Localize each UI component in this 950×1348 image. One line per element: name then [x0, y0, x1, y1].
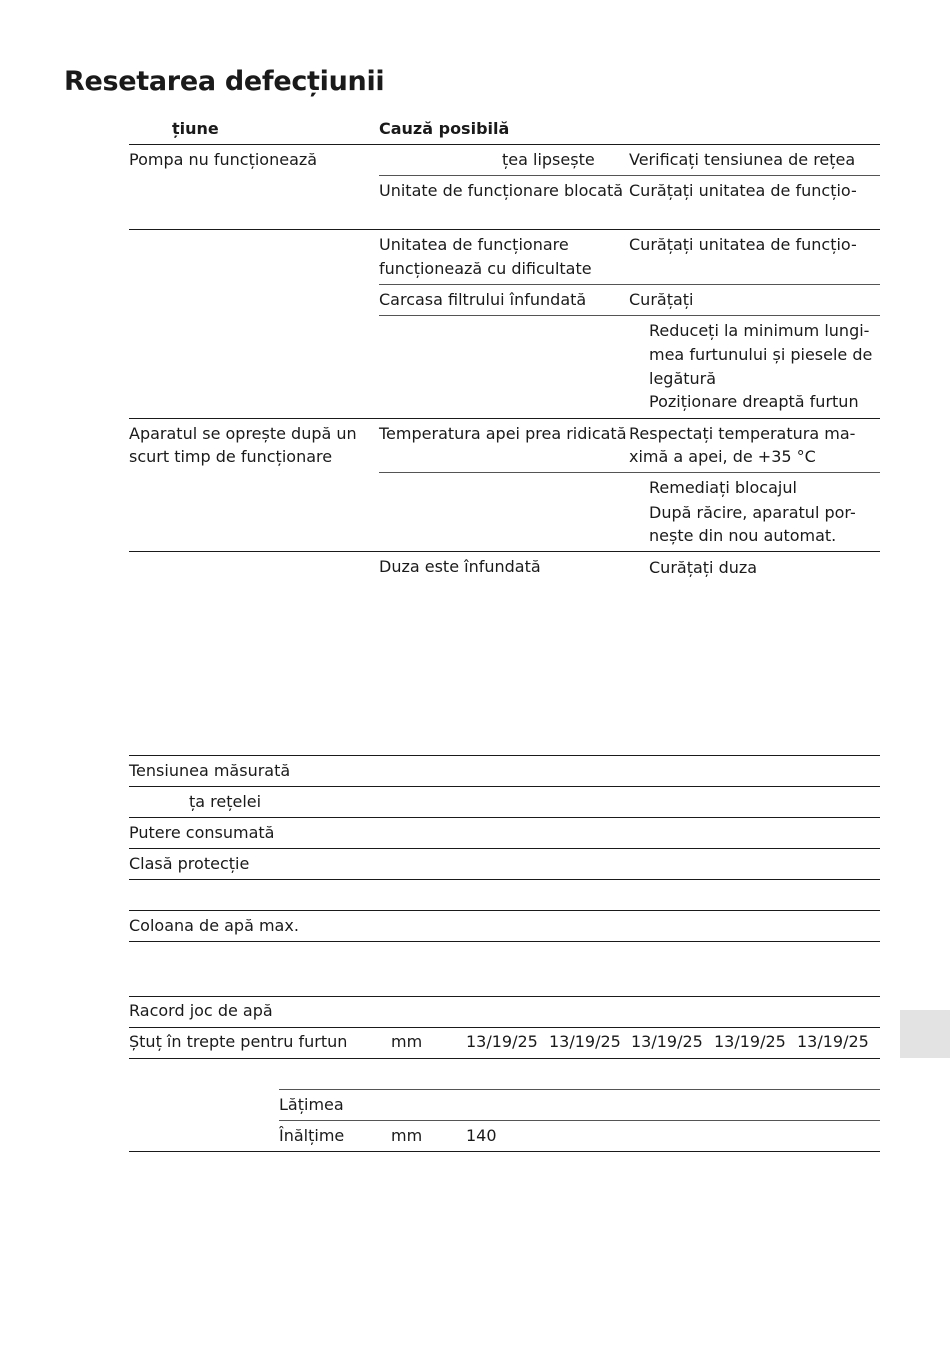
remedy-cell: ximă a apei, de +35 °C: [629, 447, 816, 466]
row-divider: [129, 1027, 880, 1028]
remedy-cell: Poziționare dreaptă furtun: [649, 392, 859, 411]
row-divider: [279, 1089, 880, 1090]
spec-label: Înălțime: [279, 1126, 345, 1145]
remedy-cell: Curățați unitatea de funcțio-: [629, 181, 857, 200]
header-symptom: țiune: [172, 119, 219, 138]
spec-label: Tensiunea măsurată: [129, 761, 291, 780]
row-divider: [129, 941, 880, 942]
spec-value: 13/19/25: [714, 1032, 786, 1051]
row-divider: [129, 996, 880, 997]
page-title: Resetarea defecțiunii: [64, 66, 385, 97]
remedy-cell: Remediați blocajul: [649, 478, 797, 497]
remedy-cell: Curățați unitatea de funcțio-: [629, 235, 857, 254]
cause-cell: funcționează cu dificultate: [379, 259, 592, 278]
remedy-cell: După răcire, aparatul por-: [649, 503, 856, 522]
spec-label: Clasă protecție: [129, 854, 250, 873]
symptom-cell: Pompa nu funcționează: [129, 150, 318, 169]
row-divider: [129, 418, 880, 419]
row-divider: [129, 848, 880, 849]
row-divider: [379, 315, 880, 316]
spec-value: 13/19/25: [466, 1032, 538, 1051]
cause-cell: Duza este înfundată: [379, 557, 541, 576]
chapter-tab: [900, 1010, 950, 1058]
row-divider: [129, 755, 880, 756]
header-divider: [129, 144, 880, 145]
spec-label: Lățimea: [279, 1095, 344, 1114]
spec-label: Ștuț în trepte pentru furtun: [129, 1032, 348, 1051]
spec-value: 140: [466, 1126, 497, 1145]
remedy-cell: Verificați tensiunea de rețea: [629, 150, 856, 169]
remedy-cell: Reduceți la minimum lungi-: [649, 321, 870, 340]
spec-label: ța rețelei: [189, 792, 262, 811]
row-divider: [279, 1120, 880, 1121]
symptom-cell: Aparatul se oprește după un: [129, 424, 357, 443]
row-divider: [129, 229, 880, 230]
remedy-cell: Respectați temperatura ma-: [629, 424, 856, 443]
symptom-cell: scurt timp de funcționare: [129, 447, 333, 466]
row-divider: [129, 551, 880, 552]
row-divider: [129, 910, 880, 911]
remedy-cell: Curățați: [629, 290, 694, 309]
spec-label: Putere consumată: [129, 823, 275, 842]
row-divider: [129, 1151, 880, 1152]
row-divider: [129, 1058, 880, 1059]
row-divider: [379, 472, 880, 473]
row-divider: [129, 786, 880, 787]
spec-unit: mm: [391, 1032, 423, 1051]
remedy-cell: mea furtunului și piesele de: [649, 345, 873, 364]
row-divider: [379, 175, 880, 176]
spec-value: 13/19/25: [797, 1032, 869, 1051]
header-cause: Cauză posibilă: [379, 119, 510, 138]
cause-cell: Temperatura apei prea ridicată: [379, 424, 627, 443]
spec-unit: mm: [391, 1126, 423, 1145]
row-divider: [129, 817, 880, 818]
spec-label: Coloana de apă max.: [129, 916, 299, 935]
row-divider: [379, 284, 880, 285]
remedy-cell: nește din nou automat.: [649, 526, 837, 545]
remedy-cell: legătură: [649, 369, 717, 388]
cause-cell: Carcasa filtrului înfundată: [379, 290, 587, 309]
cause-cell: Unitatea de funcționare: [379, 235, 569, 254]
spec-value: 13/19/25: [631, 1032, 703, 1051]
spec-value: 13/19/25: [549, 1032, 621, 1051]
row-divider: [129, 879, 880, 880]
spec-label: Racord joc de apă: [129, 1001, 273, 1020]
remedy-cell: Curățați duza: [649, 558, 758, 577]
cause-cell: țea lipsește: [502, 150, 595, 169]
cause-cell: Unitate de funcționare blocată: [379, 181, 624, 200]
